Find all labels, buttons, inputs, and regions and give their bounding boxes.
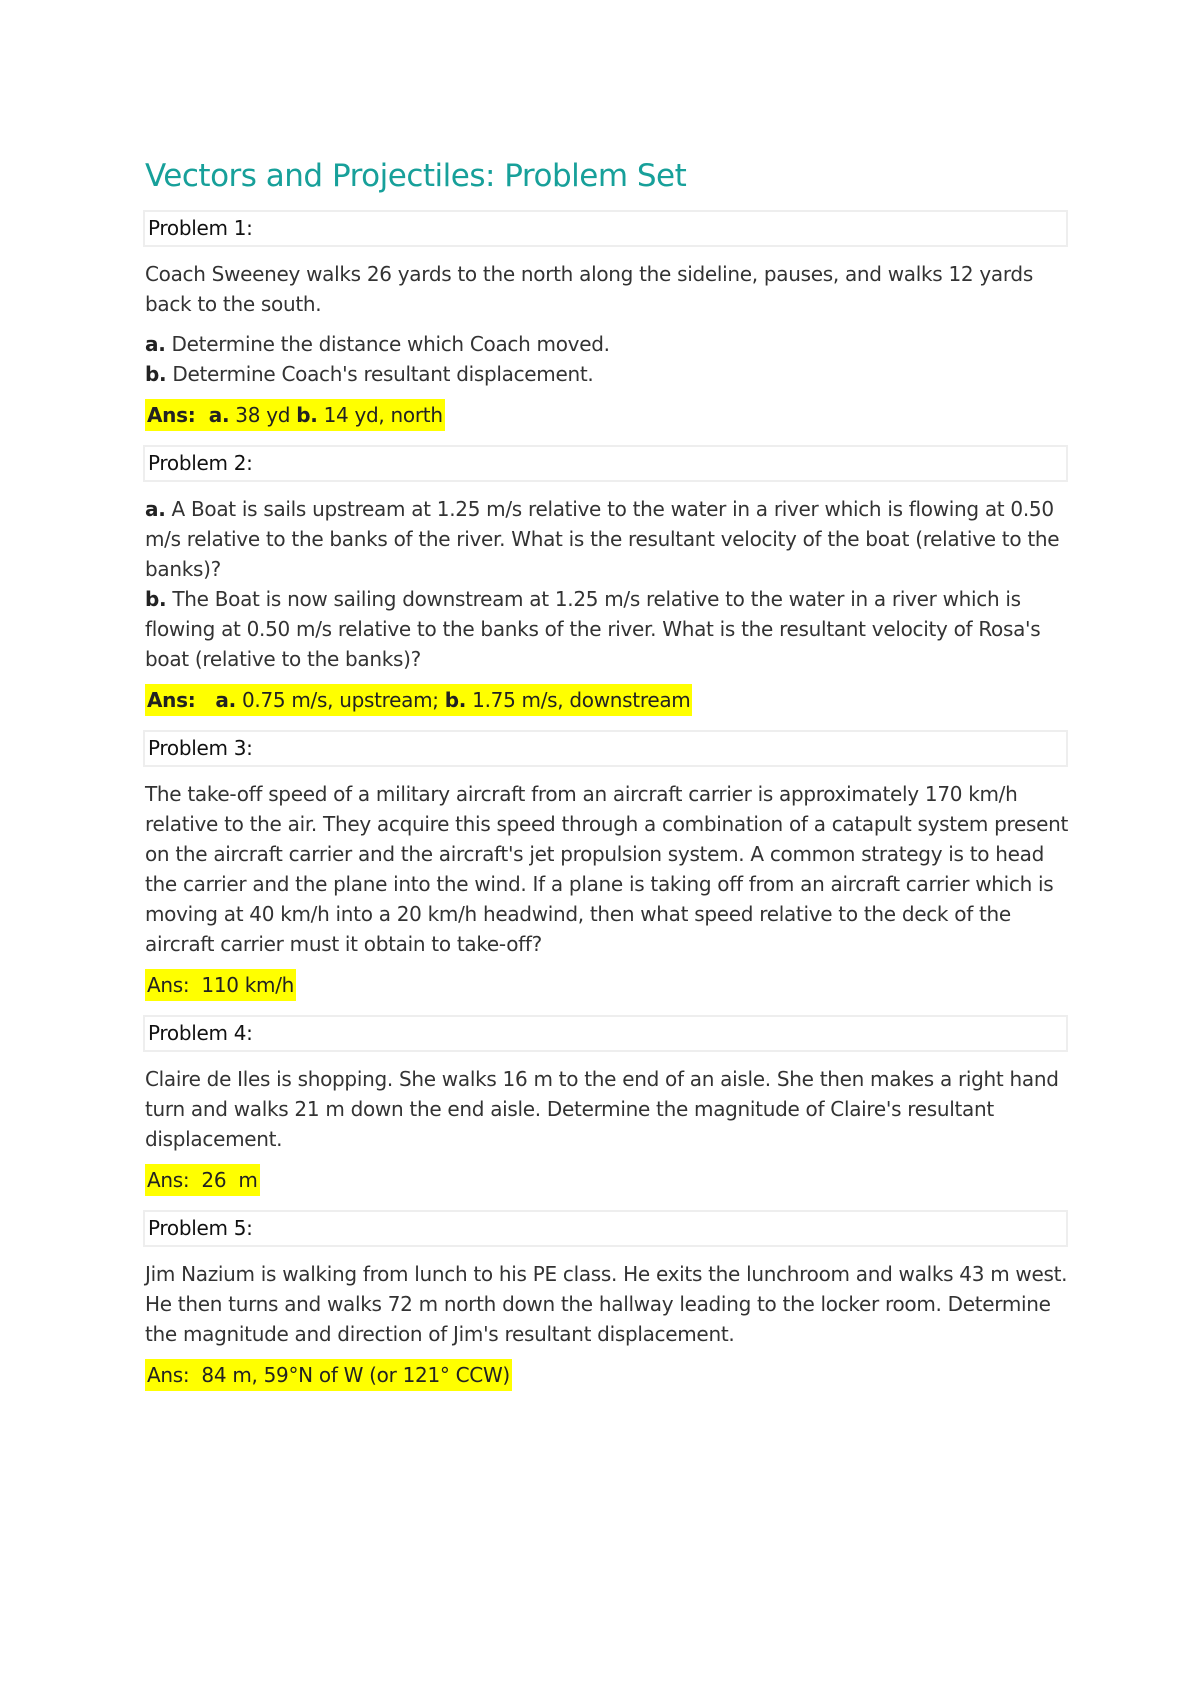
part-text: Determine Coach's resultant displacement. (166, 362, 594, 386)
problem-text: Jim Nazium is walking from lunch to his PE class. He exits the lunchroom and walks 43 m west. He then turns and walks 72 m north down the hallway leading to the locker room. Determine the magnitude and direction of Jim's resultant displacement. (145, 1262, 1068, 1346)
problem-1 (143, 210, 1068, 445)
part-text: Determine the distance which Coach moved. (165, 332, 610, 356)
answer (145, 684, 692, 716)
problem-text: The take-off speed of a military aircraft from an aircraft carrier is approximately 170 km/h relative to the air. They acquire this speed through a combination of a catapult system present on the aircraft carrier and the aircraft's jet propulsion system. A common strategy is to head the carrier and the plane into the wind. If a plane is taking off from an aircraft carrier which is moving at 40 km/h into a 20 km/h headwind, then what speed relative to the deck of the aircraft carrier must it obtain to take-off? (145, 782, 1069, 956)
problem-5 (143, 1210, 1068, 1405)
answer-label: a. (215, 688, 236, 712)
answer: Ans: 84 m, 59°N of W (or 121° CCW) (145, 1359, 512, 1391)
answer: Ans: 110 km/h (145, 969, 296, 1001)
part-label: a. (145, 497, 166, 521)
problem-header: Problem 2: (143, 445, 1068, 482)
page-title: Vectors and Projectiles: Problem Set (145, 158, 687, 194)
part-label: b. (145, 587, 167, 611)
answer-value: 0.75 m/s, upstream; (235, 688, 445, 712)
answer-prefix: Ans: (147, 403, 209, 427)
problem-text: Coach Sweeney walks 26 yards to the north along the sideline, pauses, and walks 12 yards back to the south. (145, 262, 1033, 316)
problem-4 (143, 1015, 1068, 1210)
problem-header: Problem 1: (143, 210, 1068, 247)
problem-3 (143, 730, 1068, 1015)
answer (145, 399, 445, 431)
answer: Ans: 26 m (145, 1164, 260, 1196)
part-label: a. (145, 332, 166, 356)
answer-label: b. (296, 403, 318, 427)
problem-2 (143, 445, 1068, 730)
problem-header: Problem 4: (143, 1015, 1068, 1052)
problem-parts (145, 329, 1068, 389)
document (143, 158, 1068, 1405)
problem-parts (145, 494, 1068, 674)
problem-text: Claire de Iles is shopping. She walks 16 m to the end of an aisle. She then makes a right hand turn and walks 21 m down the end aisle. Determine the magnitude of Claire's resultant displacement. (145, 1067, 1059, 1151)
answer-prefix: Ans: (147, 688, 216, 712)
problem-header: Problem 5: (143, 1210, 1068, 1247)
part-text: A Boat is sails upstream at 1.25 m/s relative to the water in a river which is flowing at 0.50 m/s relative to the banks of the river. What is the resultant velocity of the boat (relative to the banks)? (145, 497, 1060, 581)
answer-label: b. (444, 688, 467, 712)
answer-value: 1.75 m/s, downstream (466, 688, 691, 712)
answer-label: a. (208, 403, 230, 427)
part-text: The Boat is now sailing downstream at 1.25 m/s relative to the water in a river which is flowing at 0.50 m/s relative to the banks of the river. What is the resultant velocity of Rosa's boat (relative to the banks)? (145, 587, 1041, 671)
answer-value: 38 yd (229, 403, 297, 427)
part-label: b. (145, 362, 167, 386)
problem-header: Problem 3: (143, 730, 1068, 767)
answer-value: 14 yd, north (317, 403, 443, 427)
